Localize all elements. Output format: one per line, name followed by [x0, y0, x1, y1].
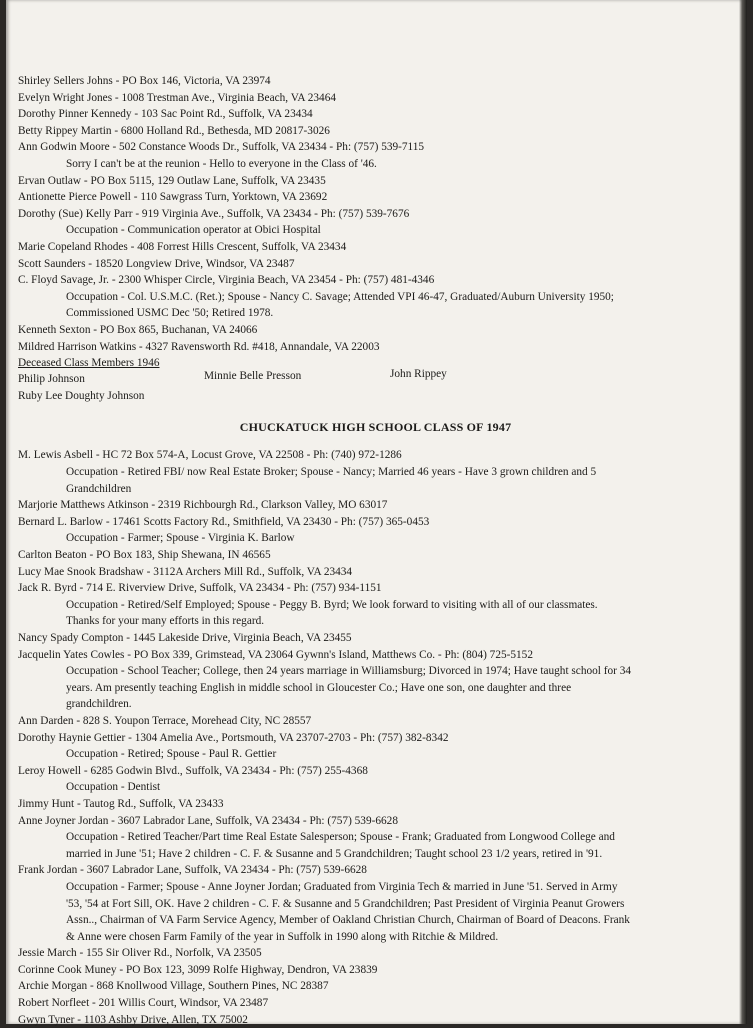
- deceased-section: [18, 355, 733, 405]
- entry-line: Scott Saunders - 18520 Longview Drive, Windsor, VA 23487: [18, 257, 295, 270]
- entry-note: Occupation - School Teacher; College, then 24 years marriage in Williamsburg; Divorced in 1974; Have taught school for 34: [66, 665, 632, 678]
- entry-line: Dorothy (Sue) Kelly Parr - 919 Virginia Ave., Suffolk, VA 23434 - Ph: (757) 539-7676: [18, 207, 410, 220]
- entry-line: Marjorie Matthews Atkinson - 2319 Richbourgh Rd., Clarkson Valley, MO 63017: [18, 499, 388, 512]
- entry-note: Thanks for your many efforts in this regard.: [66, 615, 265, 628]
- entry-note: years. Am presently teaching English in middle school in Gloucester Co.; Have one son, one daughter and three: [66, 681, 572, 694]
- entry-note: Assn.., Chairman of VA Farm Service Agency, Member of Oakland Christian Church, Chairman of Board of Deacons. Frank: [66, 914, 630, 927]
- deceased-name: Ruby Lee Doughty Johnson: [18, 390, 145, 403]
- entry-note: Grandchildren: [66, 482, 132, 495]
- entry-note: Sorry I can't be at the reunion - Hello to everyone in the Class of '46.: [66, 157, 377, 170]
- entry-line: Ervan Outlaw - PO Box 5115, 129 Outlaw Lane, Suffolk, VA 23435: [18, 174, 326, 187]
- entry-line: Dorothy Pinner Kennedy - 103 Sac Point Rd., Suffolk, VA 23434: [18, 108, 313, 121]
- entry-note: & Anne were chosen Farm Family of the year in Suffolk in 1990 along with Ritchie & Mildred.: [66, 930, 499, 943]
- entry-note: Occupation - Communication operator at Obici Hospital: [66, 224, 321, 237]
- entry-line: Kenneth Sexton - PO Box 865, Buchanan, VA 24066: [18, 323, 258, 336]
- deceased-heading: Deceased Class Members 1946: [18, 357, 160, 370]
- entry-line: Anne Joyner Jordan - 3607 Labrador Lane, Suffolk, VA 23434 - Ph: (757) 539-6628: [18, 814, 398, 827]
- section-title: CHUCKATUCK HIGH SCHOOL CLASS OF 1947: [239, 419, 512, 434]
- entry-line: Nancy Spady Compton - 1445 Lakeside Drive, Virginia Beach, VA 23455: [18, 632, 352, 644]
- entry-line: Robert Norfleet - 201 Willis Court, Windsor, VA 23487: [18, 997, 269, 1010]
- scanned-page: [6, 0, 747, 1024]
- entry-line: Corinne Cook Muney - PO Box 123, 3099 Rolfe Highway, Dendron, VA 23839: [18, 963, 378, 976]
- entry-line: Marie Copeland Rhodes - 408 Forrest Hills Crescent, Suffolk, VA 23434: [18, 240, 347, 253]
- entry-note: Commissioned USMC Dec '50; Retired 1978.: [66, 307, 274, 320]
- entry-line: Antionette Pierce Powell - 110 Sawgrass Turn, Yorktown, VA 23692: [18, 191, 328, 204]
- entry-line: Jacquelin Yates Cowles - PO Box 339, Grimstead, VA 23064 Gywnn's Island, Matthews Co. - Ph: (804) 725-5152: [18, 648, 533, 661]
- entry-line: Jack R. Byrd - 714 E. Riverview Drive, Suffolk, VA 23434 - Ph: (757) 934-1151: [18, 582, 382, 595]
- entry-line: Frank Jordan - 3607 Labrador Lane, Suffolk, VA 23434 - Ph: (757) 539-6628: [18, 864, 367, 877]
- deceased-name: Philip Johnson: [18, 372, 85, 385]
- entry-line: Archie Morgan - 868 Knollwood Village, Southern Pines, NC 28387: [18, 980, 329, 993]
- entry-line: Betty Rippey Martin - 6800 Holland Rd., Bethesda, MD 20817-3026: [18, 124, 330, 137]
- entry-note: Occupation - Retired FBI/ now Real Estate Broker; Spouse - Nancy; Married 46 years - Have 3 grown children and 5: [66, 466, 597, 479]
- entry-note: Occupation - Dentist: [66, 781, 161, 794]
- entry-note: Occupation - Col. U.S.M.C. (Ret.); Spouse - Nancy C. Savage; Attended VPI 46-47, Graduated/Auburn University 1950;: [66, 290, 614, 303]
- entry-line: Evelyn Wright Jones - 1008 Trestman Ave., Virginia Beach, VA 23464: [18, 91, 336, 104]
- entry-note: Occupation - Retired/Self Employed; Spouse - Peggy B. Byrd; We look forward to visiting with all of our classmates.: [66, 598, 598, 611]
- class-1946-list: [18, 73, 733, 355]
- entry-line: Ann Godwin Moore - 502 Constance Woods Dr., Suffolk, VA 23434 - Ph: (757) 539-7115: [18, 141, 425, 154]
- entry-line: Mildred Harrison Watkins - 4327 Ravensworth Rd. #418, Annandale, VA 22003: [18, 340, 380, 353]
- entry-note: married in June '51; Have 2 children - C. F. & Susanne and 5 Grandchildren; Taught school 23 1/2 years, retired in '91.: [66, 847, 603, 860]
- entry-note: Occupation - Farmer; Spouse - Anne Joyner Jordan; Graduated from Virginia Tech & married in June '51. Served in Army: [66, 880, 618, 893]
- entry-line: Ann Darden - 828 S. Youpon Terrace, Morehead City, NC 28557: [18, 714, 312, 727]
- deceased-name: John Rippey: [390, 367, 447, 380]
- entry-line: Shirley Sellers Johns - PO Box 146, Victoria, VA 23974: [18, 75, 271, 87]
- page-edge-shadow: [739, 0, 747, 1024]
- entry-note: grandchildren.: [66, 698, 132, 711]
- entry-line: Leroy Howell - 6285 Godwin Blvd., Suffolk, VA 23434 - Ph: (757) 255-4368: [18, 764, 368, 777]
- entry-line: Lucy Mae Snook Bradshaw - 3112A Archers Mill Rd., Suffolk, VA 23434: [18, 565, 353, 578]
- entry-line: Jessie March - 155 Sir Oliver Rd., Norfolk, VA 23505: [18, 947, 262, 960]
- entry-line: Jimmy Hunt - Tautog Rd., Suffolk, VA 23433: [18, 797, 224, 810]
- page-content: [18, 73, 733, 1028]
- entry-note: Occupation - Farmer; Spouse - Virginia K. Barlow: [66, 532, 295, 545]
- deceased-name: Minnie Belle Presson: [204, 369, 302, 382]
- entry-note: Occupation - Retired Teacher/Part time Real Estate Salesperson; Spouse - Frank; Graduated from Longwood College and: [66, 831, 615, 844]
- entry-note: '53, '54 at Fort Sill, OK. Have 2 children - C. F. & Susanne and 5 Grandchildren; Past President of Virginia Peanut Growers: [66, 897, 625, 910]
- entry-line: C. Floyd Savage, Jr. - 2300 Whisper Circle, Virginia Beach, VA 23454 - Ph: (757) 481-4346: [18, 274, 435, 287]
- entry-note: Occupation - Retired; Spouse - Paul R. Gettier: [66, 748, 277, 761]
- class-1947-list: [18, 447, 733, 1028]
- entry-line: Bernard L. Barlow - 17461 Scotts Factory Rd., Smithfield, VA 23430 - Ph: (757) 365-0453: [18, 515, 430, 528]
- entry-line: Carlton Beaton - PO Box 183, Ship Shewana, IN 46565: [18, 549, 271, 562]
- entry-line: M. Lewis Asbell - HC 72 Box 574-A, Locust Grove, VA 22508 - Ph: (740) 972-1286: [18, 449, 402, 462]
- entry-line: Gwyn Tyner - 1103 Ashby Drive, Allen, TX 75002: [18, 1013, 248, 1026]
- entry-line: Dorothy Haynie Gettier - 1304 Amelia Ave., Portsmouth, VA 23707-2703 - Ph: (757) 382-8342: [18, 731, 449, 744]
- deceased-row: [18, 367, 733, 389]
